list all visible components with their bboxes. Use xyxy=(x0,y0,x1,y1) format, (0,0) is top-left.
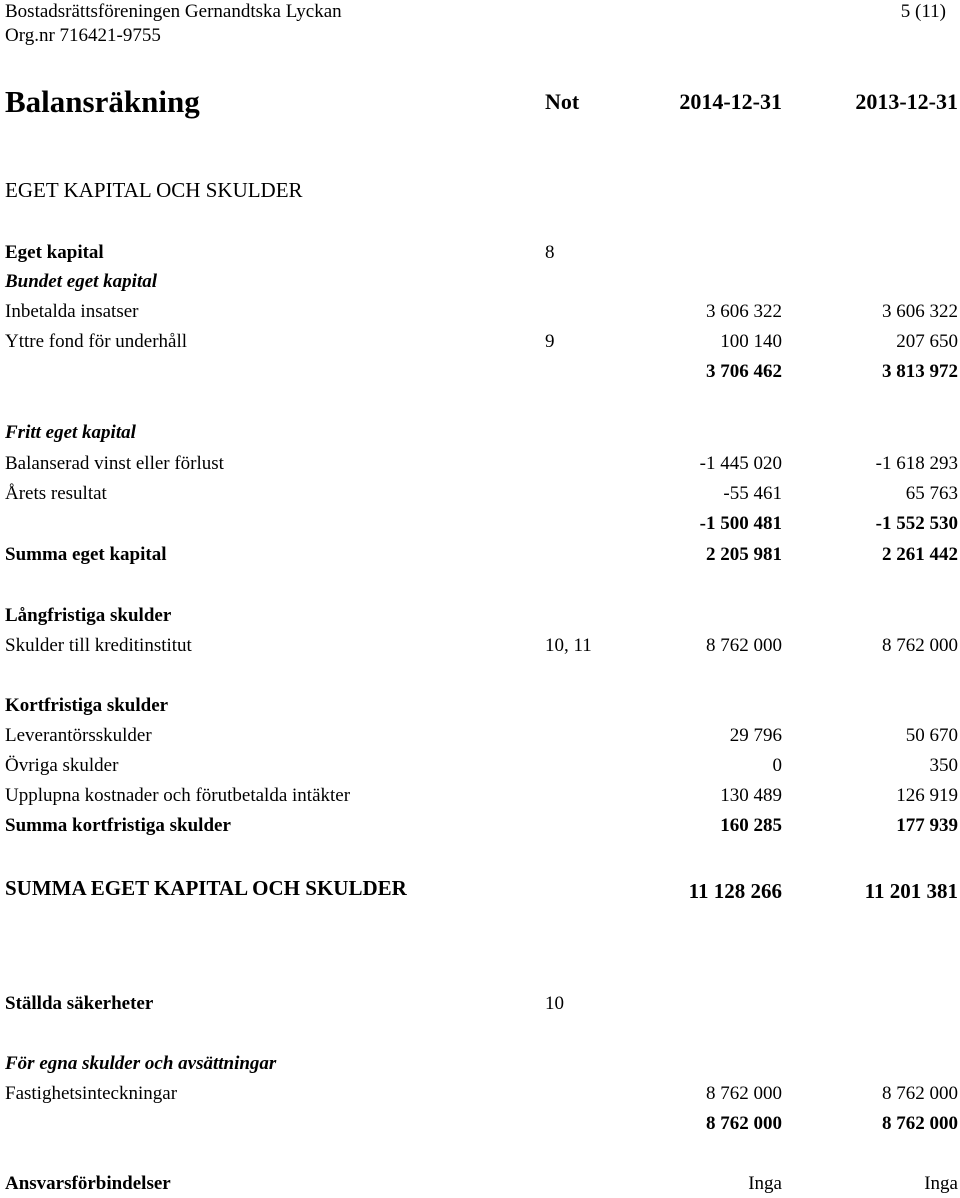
table-row xyxy=(0,692,960,720)
table-row xyxy=(0,419,960,447)
row-value-2013: 2 261 442 xyxy=(882,544,958,565)
row-value-2013: 8 762 000 xyxy=(882,1113,958,1134)
row-value-2014: 160 285 xyxy=(720,815,782,836)
table-row xyxy=(0,602,960,630)
row-value-2013: 207 650 xyxy=(896,331,958,352)
row-value-2014: -55 461 xyxy=(723,483,782,504)
row-label: Leverantörsskulder xyxy=(5,725,152,746)
row-value-2014: 130 489 xyxy=(720,785,782,806)
row-label: Upplupna kostnader och förutbetalda intäkter xyxy=(5,785,351,806)
association-name: Bostadsrättsföreningen Gernandtska Lyckan xyxy=(5,1,342,22)
row-label: Skulder till kreditinstitut xyxy=(5,635,192,656)
row-label: Ansvarsförbindelser xyxy=(5,1173,171,1194)
total-row xyxy=(0,541,960,569)
table-row xyxy=(0,450,960,478)
row-value-2014: 100 140 xyxy=(720,331,782,352)
table-row xyxy=(0,1050,960,1078)
row-value-2013: 65 763 xyxy=(905,483,958,504)
row-value-2013: 350 xyxy=(929,755,958,776)
row-value-2014: 8 762 000 xyxy=(706,1113,782,1134)
row-value-2014: -1 500 481 xyxy=(699,513,782,534)
section-heading-row xyxy=(0,176,960,204)
org-row xyxy=(0,22,960,50)
row-label: Övriga skulder xyxy=(5,755,119,776)
row-label: Bundet eget kapital xyxy=(5,271,157,292)
table-row xyxy=(0,268,960,296)
row-value-2013: 8 762 000 xyxy=(882,635,958,656)
subtotal-row xyxy=(0,1110,960,1138)
subtotal-row xyxy=(0,510,960,538)
page-title: Balansräkning xyxy=(5,84,200,119)
row-value-2013: -1 552 530 xyxy=(875,513,958,534)
row-value-2014: 2 205 981 xyxy=(706,544,782,565)
row-value-2014: 29 796 xyxy=(729,725,782,746)
row-label: Summa eget kapital xyxy=(5,544,167,565)
row-note: 9 xyxy=(545,331,555,352)
row-label: Fastighetsinteckningar xyxy=(5,1083,178,1104)
row-value-2014: 8 762 000 xyxy=(706,1083,782,1104)
row-value-2013: 11 201 381 xyxy=(864,879,958,903)
row-value-2014: 0 xyxy=(772,755,782,776)
row-value-2014: 3 606 322 xyxy=(706,301,782,322)
row-label: Långfristiga skulder xyxy=(5,605,172,626)
row-label: Ställda säkerheter xyxy=(5,993,154,1014)
col1-header: 2014-12-31 xyxy=(679,89,782,114)
table-row xyxy=(0,298,960,326)
grand-total-row xyxy=(0,874,960,902)
row-value-2014: Inga xyxy=(748,1173,782,1194)
table-row xyxy=(0,1170,960,1198)
table-row xyxy=(0,782,960,810)
row-label: Fritt eget kapital xyxy=(5,422,136,443)
row-label: Årets resultat xyxy=(5,483,107,504)
table-row xyxy=(0,990,960,1018)
section-heading: EGET KAPITAL OCH SKULDER xyxy=(5,178,303,202)
row-value-2013: 8 762 000 xyxy=(882,1083,958,1104)
row-label: Eget kapital xyxy=(5,242,104,263)
table-row xyxy=(0,1080,960,1108)
row-value-2014: 3 706 462 xyxy=(706,361,782,382)
row-label: Inbetalda insatser xyxy=(5,301,139,322)
row-value-2013: 126 919 xyxy=(896,785,958,806)
row-value-2013: 50 670 xyxy=(905,725,958,746)
row-value-2013: -1 618 293 xyxy=(875,453,958,474)
row-label: Balanserad vinst eller förlust xyxy=(5,453,224,474)
table-row xyxy=(0,328,960,356)
page-number: 5 (11) xyxy=(900,1,946,22)
row-value-2013: 3 813 972 xyxy=(882,361,958,382)
table-row xyxy=(0,239,960,267)
row-note: 8 xyxy=(545,242,555,263)
row-label: SUMMA EGET KAPITAL OCH SKULDER xyxy=(5,876,407,900)
org-number: Org.nr 716421-9755 xyxy=(5,25,161,46)
row-value-2014: 8 762 000 xyxy=(706,635,782,656)
table-row xyxy=(0,632,960,660)
row-value-2013: 3 606 322 xyxy=(882,301,958,322)
row-label: Yttre fond för underhåll xyxy=(5,331,188,352)
title-row xyxy=(0,82,960,122)
row-value-2013: Inga xyxy=(924,1173,958,1194)
row-note: 10, 11 xyxy=(545,635,592,656)
subtotal-row xyxy=(0,358,960,386)
table-row xyxy=(0,752,960,780)
col2-header: 2013-12-31 xyxy=(855,89,958,114)
row-value-2014: -1 445 020 xyxy=(699,453,782,474)
total-row xyxy=(0,812,960,840)
row-note: 10 xyxy=(545,993,564,1014)
table-row xyxy=(0,480,960,508)
row-label: För egna skulder och avsättningar xyxy=(5,1053,277,1074)
row-label: Kortfristiga skulder xyxy=(5,695,169,716)
table-row xyxy=(0,722,960,750)
row-label: Summa kortfristiga skulder xyxy=(5,815,231,836)
not-column-header: Not xyxy=(545,89,580,114)
row-value-2013: 177 939 xyxy=(896,815,958,836)
row-value-2014: 11 128 266 xyxy=(688,879,782,903)
